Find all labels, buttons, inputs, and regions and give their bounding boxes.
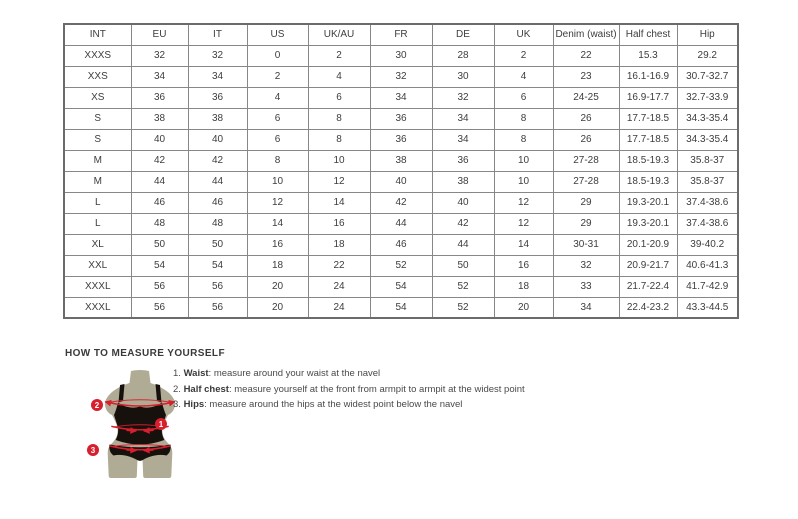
- size-cell: 24-25: [553, 87, 619, 108]
- size-row: [64, 213, 738, 234]
- measurement-figure-illustration: [84, 369, 180, 481]
- size-cell: 34: [553, 297, 619, 318]
- size-row: [64, 108, 738, 129]
- measure-instruction: [173, 385, 525, 396]
- size-cell: 43.3-44.5: [677, 297, 738, 318]
- size-cell: 21.7-22.4: [619, 276, 677, 297]
- measure-instructions: [173, 369, 525, 416]
- size-cell: 46: [188, 192, 247, 213]
- column-header: UK/AU: [308, 24, 370, 45]
- size-cell: 34.3-35.4: [677, 108, 738, 129]
- size-cell: 34: [370, 87, 432, 108]
- size-cell: 20: [247, 297, 308, 318]
- size-row: [64, 276, 738, 297]
- size-cell: 4: [494, 66, 553, 87]
- column-header: US: [247, 24, 308, 45]
- measure-badge-half-chest: [91, 399, 103, 411]
- size-cell: 14: [308, 192, 370, 213]
- size-cell: 12: [494, 213, 553, 234]
- column-header: Denim (waist): [553, 24, 619, 45]
- size-cell: XL: [64, 234, 131, 255]
- size-cell: 2: [247, 66, 308, 87]
- size-cell: 56: [188, 276, 247, 297]
- size-cell: 8: [308, 108, 370, 129]
- size-cell: XXS: [64, 66, 131, 87]
- size-cell: 54: [131, 255, 188, 276]
- instruction-text: : measure around your waist at the navel: [208, 368, 381, 379]
- column-header: EU: [131, 24, 188, 45]
- size-cell: 6: [494, 87, 553, 108]
- size-cell: 44: [370, 213, 432, 234]
- size-cell: 27-28: [553, 171, 619, 192]
- size-cell: 24: [308, 276, 370, 297]
- size-cell: 2: [494, 45, 553, 66]
- size-cell: 40: [370, 171, 432, 192]
- size-row: [64, 66, 738, 87]
- size-cell: 6: [247, 108, 308, 129]
- size-cell: 35.8-37: [677, 150, 738, 171]
- size-cell: 18: [308, 234, 370, 255]
- size-cell: 33: [553, 276, 619, 297]
- size-row: [64, 192, 738, 213]
- size-cell: 20: [494, 297, 553, 318]
- size-row: [64, 255, 738, 276]
- size-cell: 28: [432, 45, 494, 66]
- size-cell: 6: [308, 87, 370, 108]
- size-row: [64, 297, 738, 318]
- column-header: IT: [188, 24, 247, 45]
- size-row: [64, 234, 738, 255]
- size-cell: 38: [188, 108, 247, 129]
- size-cell: 16.9-17.7: [619, 87, 677, 108]
- size-cell: 40: [188, 129, 247, 150]
- size-cell: 38: [131, 108, 188, 129]
- size-cell: 54: [370, 297, 432, 318]
- size-cell: 39-40.2: [677, 234, 738, 255]
- instruction-term: Hips: [183, 399, 205, 410]
- size-cell: 52: [432, 297, 494, 318]
- size-cell: 8: [494, 108, 553, 129]
- size-cell: 29: [553, 213, 619, 234]
- instruction-number: 1.: [173, 368, 184, 379]
- size-cell: 40: [432, 192, 494, 213]
- size-cell: 17.7-18.5: [619, 108, 677, 129]
- badge-number: 1: [158, 419, 164, 429]
- size-cell: 29.2: [677, 45, 738, 66]
- size-cell: 34: [432, 108, 494, 129]
- size-cell: 42: [370, 192, 432, 213]
- size-cell: 23: [553, 66, 619, 87]
- column-header: FR: [370, 24, 432, 45]
- column-header: UK: [494, 24, 553, 45]
- size-cell: 40: [131, 129, 188, 150]
- size-table: [63, 23, 739, 319]
- size-cell: 34: [188, 66, 247, 87]
- size-cell: XXL: [64, 255, 131, 276]
- badge-number: 2: [94, 400, 100, 410]
- size-cell: 17.7-18.5: [619, 129, 677, 150]
- size-cell: 36: [370, 108, 432, 129]
- size-cell: 8: [247, 150, 308, 171]
- size-cell: 8: [308, 129, 370, 150]
- instruction-number: 2.: [173, 383, 184, 395]
- size-cell: 12: [494, 192, 553, 213]
- size-cell: 18: [494, 276, 553, 297]
- size-table-head: [64, 24, 738, 45]
- size-cell: 48: [188, 213, 247, 234]
- size-cell: 32.7-33.9: [677, 87, 738, 108]
- size-table-body: [64, 45, 738, 318]
- size-cell: 22.4-23.2: [619, 297, 677, 318]
- measure-instruction: [173, 369, 525, 380]
- size-cell: 30.7-32.7: [677, 66, 738, 87]
- instruction-term: Half chest: [183, 383, 229, 395]
- size-cell: 52: [432, 276, 494, 297]
- measure-section-title: HOW TO MEASURE YOURSELF: [65, 348, 225, 359]
- size-cell: 38: [370, 150, 432, 171]
- size-cell: 46: [370, 234, 432, 255]
- size-cell: 10: [247, 171, 308, 192]
- size-cell: M: [64, 171, 131, 192]
- size-cell: 40.6-41.3: [677, 255, 738, 276]
- size-cell: XXXL: [64, 297, 131, 318]
- size-cell: 4: [247, 87, 308, 108]
- size-cell: 10: [494, 171, 553, 192]
- size-cell: 22: [553, 45, 619, 66]
- column-header: Hip: [677, 24, 738, 45]
- size-cell: 50: [131, 234, 188, 255]
- size-row: [64, 87, 738, 108]
- size-cell: L: [64, 192, 131, 213]
- size-cell: 32: [370, 66, 432, 87]
- size-cell: 56: [188, 297, 247, 318]
- size-cell: 56: [131, 276, 188, 297]
- size-cell: 8: [494, 129, 553, 150]
- column-header: DE: [432, 24, 494, 45]
- size-cell: XXXS: [64, 45, 131, 66]
- size-cell: 44: [188, 171, 247, 192]
- column-header: INT: [64, 24, 131, 45]
- size-cell: 18: [247, 255, 308, 276]
- size-cell: 24: [308, 297, 370, 318]
- measure-badge-hips: [87, 444, 99, 456]
- size-cell: 42: [131, 150, 188, 171]
- size-cell: 34: [432, 129, 494, 150]
- size-cell: 32: [131, 45, 188, 66]
- size-cell: M: [64, 150, 131, 171]
- instruction-number: 3.: [173, 399, 184, 410]
- size-cell: S: [64, 108, 131, 129]
- size-cell: 56: [131, 297, 188, 318]
- instruction-text: : measure yourself at the front from armpit to armpit at the widest point: [228, 383, 525, 395]
- size-cell: 41.7-42.9: [677, 276, 738, 297]
- size-cell: L: [64, 213, 131, 234]
- size-cell: 36: [131, 87, 188, 108]
- size-cell: 20.1-20.9: [619, 234, 677, 255]
- size-cell: 19.3-20.1: [619, 192, 677, 213]
- size-cell: 12: [247, 192, 308, 213]
- size-cell: 18.5-19.3: [619, 150, 677, 171]
- size-cell: 36: [432, 150, 494, 171]
- size-cell: 44: [131, 171, 188, 192]
- size-cell: 30: [432, 66, 494, 87]
- size-cell: 54: [370, 276, 432, 297]
- size-cell: 26: [553, 129, 619, 150]
- size-cell: 32: [432, 87, 494, 108]
- size-cell: 30-31: [553, 234, 619, 255]
- size-cell: 42: [188, 150, 247, 171]
- size-cell: 16: [247, 234, 308, 255]
- size-cell: 30: [370, 45, 432, 66]
- measure-badge-waist: [155, 418, 167, 430]
- size-cell: 20.9-21.7: [619, 255, 677, 276]
- size-cell: 2: [308, 45, 370, 66]
- size-cell: 10: [308, 150, 370, 171]
- size-cell: 16: [308, 213, 370, 234]
- size-cell: 52: [370, 255, 432, 276]
- size-cell: 15.3: [619, 45, 677, 66]
- badge-number: 3: [90, 445, 96, 455]
- measure-instruction: [173, 400, 525, 411]
- instruction-term: Waist: [183, 368, 209, 379]
- size-cell: 4: [308, 66, 370, 87]
- size-cell: 16: [494, 255, 553, 276]
- size-cell: 20: [247, 276, 308, 297]
- size-cell: 36: [370, 129, 432, 150]
- size-cell: 19.3-20.1: [619, 213, 677, 234]
- size-cell: 37.4-38.6: [677, 213, 738, 234]
- size-cell: 0: [247, 45, 308, 66]
- column-header: Half chest: [619, 24, 677, 45]
- size-row: [64, 129, 738, 150]
- size-cell: 32: [188, 45, 247, 66]
- size-cell: 44: [432, 234, 494, 255]
- size-cell: 6: [247, 129, 308, 150]
- size-cell: 38: [432, 171, 494, 192]
- size-cell: 48: [131, 213, 188, 234]
- size-cell: 36: [188, 87, 247, 108]
- size-cell: 26: [553, 108, 619, 129]
- size-cell: XXXL: [64, 276, 131, 297]
- size-cell: 34.3-35.4: [677, 129, 738, 150]
- table-header-row: [64, 24, 738, 45]
- size-row: [64, 45, 738, 66]
- size-cell: 14: [247, 213, 308, 234]
- size-cell: 27-28: [553, 150, 619, 171]
- size-cell: 34: [131, 66, 188, 87]
- size-cell: S: [64, 129, 131, 150]
- size-cell: 10: [494, 150, 553, 171]
- size-cell: 32: [553, 255, 619, 276]
- size-cell: 50: [432, 255, 494, 276]
- size-cell: 46: [131, 192, 188, 213]
- instruction-text: : measure around the hips at the widest point below the navel: [204, 399, 463, 410]
- size-cell: 18.5-19.3: [619, 171, 677, 192]
- size-cell: 29: [553, 192, 619, 213]
- size-cell: 14: [494, 234, 553, 255]
- size-cell: 22: [308, 255, 370, 276]
- size-cell: 50: [188, 234, 247, 255]
- size-cell: 12: [308, 171, 370, 192]
- size-cell: 54: [188, 255, 247, 276]
- size-cell: 35.8-37: [677, 171, 738, 192]
- size-cell: 42: [432, 213, 494, 234]
- size-cell: XS: [64, 87, 131, 108]
- size-row: [64, 171, 738, 192]
- size-row: [64, 150, 738, 171]
- size-cell: 37.4-38.6: [677, 192, 738, 213]
- size-cell: 16.1-16.9: [619, 66, 677, 87]
